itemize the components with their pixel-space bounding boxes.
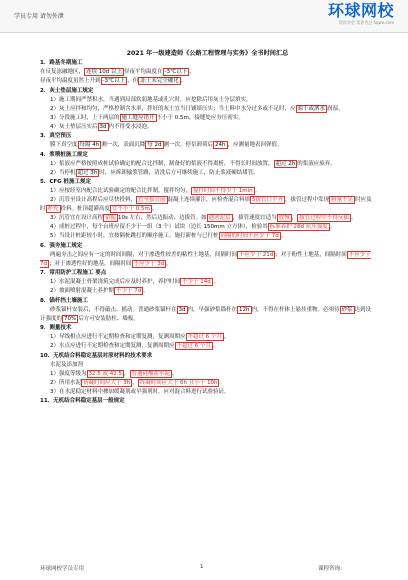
section-heading: 5．CFG 桩施工规定 [40,179,92,185]
highlight: 24h [215,142,226,148]
paragraph: 两遍夯击之间应有一定的时间间隔，对于渗透性较差的粘性土地基，间隔时间 不应少于 21d ；对于粉性土地基，间隔时间 不应少于 7d ；对于渗透性好的地基，间隔时间 不应少于 3d 。 [40,251,371,267]
highlight: 不应少于 21d [239,251,274,258]
paragraph: 砂浆锚杆安装后，不得敲击、摇动。普通砂浆锚杆在 3d 内，早强砂浆锚杆在 12h 内，不得在杆体上悬挂重物。必须待 砂浆 达到设计强度的 70% 后方可安装肋柱、墙板。 [40,306,372,322]
highlight: 3d [178,306,186,313]
highlight: 初凝时间应大于 3h [83,379,131,386]
section-heading: 2．灰土垫层施工规定 [40,87,94,94]
highlight: 不少于 7d [116,288,142,294]
section-heading: 1．路基冬期施工 [40,60,83,66]
paragraph: 1）导线相点应进行不定期检查和定期复测，复测周期应 不超过 6 个月 。 [50,334,230,340]
page-header [0,0,408,33]
paragraph: 2）所用水泥 初凝时间应大于 3h ， 终凝时间应大于 6h 且小于 10h 。 [50,379,225,386]
section-heading: 6．强夯施工规定 [40,242,83,249]
highlight: 连续 10d 以上 [86,69,123,75]
page-footer [0,560,408,580]
paragraph: 4）灰土垫层压实后 3d 内不得受水浸泡。 [50,123,153,130]
paragraph: 1）水泥混凝土骨架浇筑完成后应及时养护，养护时间 不少于 14d 。 [50,279,219,285]
highlight: 不超过 6 个月 [176,343,212,349]
section-heading: 4．浆喷桩施工规定 [40,151,88,158]
document-title: 2021 年一级建造师《公路工程管理与实务》全书时间汇总 [126,50,289,57]
highlight: 料量不足 [331,197,354,203]
paragraph: 5）当设计桩距较小时，宜按隔桩跳打的顺序施工。施打新桩与已打桩 间隔的时间不应少于 7d 。 [50,233,287,239]
highlight: 留振 [105,215,117,221]
highlight: -3℃以下 [164,69,188,75]
highlight: 遇淤泥层 [208,215,231,221]
highlight: 搅拌时间不得少于 1min [193,188,253,194]
paragraph: 2）沉管至设计高程后应尽快投料， 直至拔管前 混凝土连续灌注，应检查混合料填 5拔管口平齐 ，拔管过程中发现 料量不足 时应及时 补充 投料。桩顶超灌高度 宜不小于 0.5m 。 [40,197,372,212]
highlight: 70% [64,315,77,322]
paragraph: 昼夜平均温度虽然上升到 -3℃以上 ，但 冻土未完全融化 。 [40,78,187,84]
highlight: 不应少于 3d [133,260,165,267]
highlight: 冻土未完全融化 [140,78,179,84]
section-heading: 8．锚杆挡土墙施工 [40,297,88,304]
paragraph: 在反复冻融地区， 连续 10d 以上 昼夜平均温度在 -3℃以下 ， [40,69,195,75]
highlight: 间隔的时间不应少于 7d [220,233,279,239]
paragraph: 1）应按经室内配合比试验确定的配合比拌制，搅拌均匀， 搅拌时间不得少于 1min 。 [50,188,261,194]
highlight: 直至拔管前 [138,197,166,203]
highlight: 施工缝应错开 [121,114,155,121]
highlight: 3d [99,123,107,130]
highlight: 晾干或洒水 [297,105,326,112]
paragraph: 水泥及添加剂 [50,361,84,368]
highlight: 5拔管口平齐 [252,197,284,203]
highlight: 每隔 4h [79,142,100,148]
section-heading: 7．常用防护工程施工 要点 [40,270,107,276]
section-heading: 11．无机结合料稳定基层一般规定 [40,398,125,404]
paragraph: 3）沉管宜在设计高程 留振 10s 左右，然后边振动、边拔管。如 遇淤泥层 ，拔管速度宜适当 放慢 ， 拔管过程中不得反插 。 [50,215,357,221]
header-notice: 学员专用 请勿外泄 [14,13,64,20]
highlight: 终凝时间应大于 6h 且小于 10h [139,379,218,386]
highlight: 补充 [47,206,59,212]
highlight: 砂浆 [341,306,353,313]
highlight: 不超过 6 个月 [187,334,223,340]
highlight: 放慢 [278,215,290,221]
highlight: 普通硅酸盐水泥 [131,370,171,377]
footer-left: 环球网校学员专用 [40,566,85,572]
highlight: 标准养护 28d 抗压强度 [269,224,328,230]
paragraph: 2）水点应进行不定期检查和定期复测，复测周期应 不超过 6 个月 。 [50,343,219,349]
paragraph: 2）灰土应拌和均匀，严格控制含水率，拌好的灰土宜当日铺填压实；当土料中水分过多或不足时，应 晾干或洒水 润湿。 [50,105,344,112]
page-number: 1 [200,564,204,570]
logo-text: 环球网校 [327,3,394,20]
paragraph: 2）当停机 超过 3h 时，应拆卸输浆管路，清洗后方可继续施工，防止浆液硬结堵管。 [50,169,259,176]
highlight: 超过 3h [77,169,98,176]
brand-logo [328,4,394,26]
section-heading: 3．真空预压 [40,133,72,139]
paragraph: 3）在水泥稳定材料中掺加缓凝剂或早强剂时，应对混合料进行试验验证。 [50,388,230,395]
highlight: 宜不小于 0.5m [112,206,150,212]
highlight: 拔管过程中不得反插 [299,215,349,221]
footer-right: 课程咨询： [318,566,346,572]
logo-tagline: 帮你学会 帮你考过 hqwx.com [338,20,394,25]
paragraph: 3）分段施工时，上下两层的 施工缝应错开 不小于 0.5m，接缝处应夯压密实。 [50,114,244,121]
paragraph: 2）坡面喷射混凝土养护期 不少于 7d 。 [50,288,149,294]
highlight: -3℃以上 [102,78,126,84]
paragraph: 1）浆液应严格按照成桩试验确定的配合比拌制，制备好的浆液不得离析，不得长时间放置， 超过 2h 的浆液应废弃。 [50,160,336,167]
paragraph: 膜下真空度 每隔 4h 测一次，表面沉降 每 2d 测一次。停泵卸荷后 24h ，应测量地表回弹值。 [50,142,283,148]
highlight: 不少于 14d [182,279,211,285]
section-heading: 10．无机结合料稳定基层对原材料的技术要求 [40,352,153,359]
highlight: 32.5 或 42.5 [88,370,122,377]
paragraph: 1）强度等级为 32.5 或 42.5 ， 普通硅酸盐水泥 ， [50,370,178,377]
document-body [40,49,375,406]
highlight: 每 2d [147,142,162,148]
section-heading: 9．测量技术 [40,325,72,331]
paragraph: 4）成桩过程中，每个台班应留不少于一组（3 个）试块（边长 150mm 立方体），检验其 标准养护 28d 抗压强度 。 [50,224,336,230]
highlight: 不应少于 7d [40,251,371,267]
highlight: 超过 2h [275,160,296,167]
paragraph: 1）施工期间严禁积水，当遇到局部软弱地基或孔穴时，应挖除后用灰土分层填实。 [50,96,252,103]
highlight: 12h [239,306,250,313]
